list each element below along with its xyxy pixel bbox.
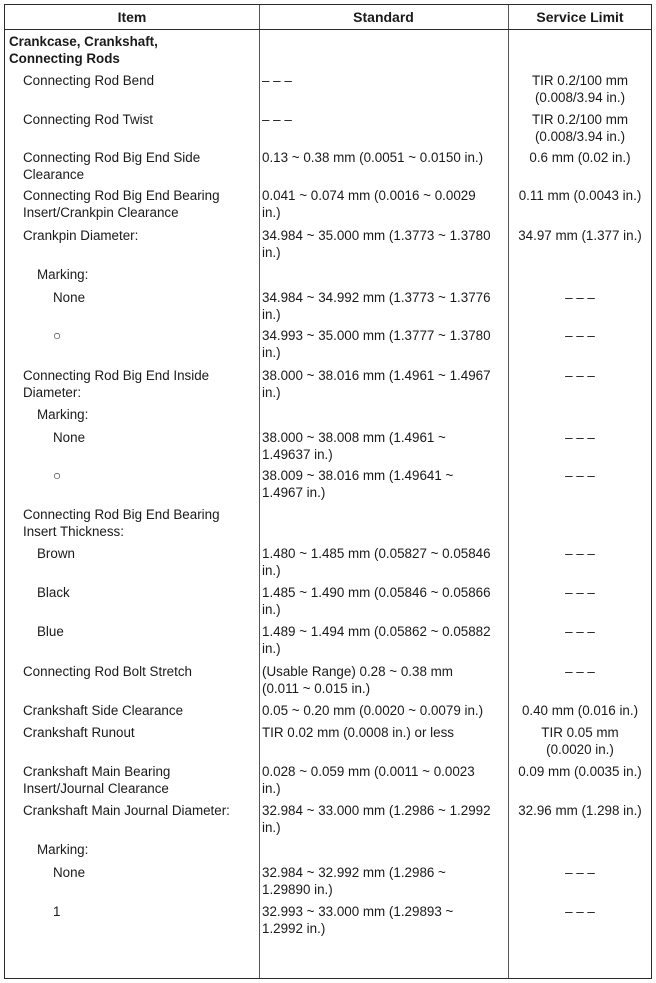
service-limit-cell-line: (0.0020 in.) (546, 742, 614, 757)
service-limit-cell-line: (0.008/3.94 in.) (534, 129, 626, 144)
item-cell (5, 72, 273, 89)
standard-cell-line: 38.000 ~ 38.016 mm (1.4961 ~ 1.4967 (262, 368, 491, 383)
standard-cell-line: in.) (262, 307, 281, 322)
standard-cell-line: TIR 0.02 mm (0.0008 in.) or less (262, 725, 455, 740)
item-cell-line: None (53, 865, 86, 880)
standard-cell-line: in.) (262, 781, 281, 796)
item-cell (5, 506, 273, 540)
service-limit-cell (510, 367, 650, 384)
standard-cell-line: 1.2992 in.) (262, 921, 326, 936)
standard-cell-line: 32.984 ~ 33.000 mm (1.2986 ~ 1.2992 (262, 803, 491, 818)
standard-cell (262, 903, 506, 937)
service-limit-cell-line: – – – (565, 624, 595, 639)
item-cell-line: 1 (53, 904, 61, 919)
item-cell-line: Connecting Rod Bend (23, 73, 155, 88)
standard-cell-line: in.) (262, 345, 281, 360)
item-cell (5, 702, 273, 719)
standard-cell-line: (Usable Range) 0.28 ~ 0.38 mm (262, 664, 453, 679)
item-cell (5, 327, 303, 344)
item-cell (5, 429, 303, 446)
item-cell-line: Marking: (37, 267, 89, 282)
item-cell (5, 802, 273, 819)
standard-cell (262, 327, 506, 361)
header-rule (5, 29, 651, 30)
item-cell (5, 763, 273, 797)
item-cell-line: Connecting Rod Big End Bearing (23, 507, 220, 522)
column-divider (508, 5, 509, 978)
item-cell (5, 266, 287, 283)
service-limit-cell (510, 227, 650, 244)
service-limit-cell (510, 149, 650, 166)
standard-cell-line: 1.4967 in.) (262, 485, 326, 500)
standard-cell-line: 38.009 ~ 38.016 mm (1.49641 ~ (262, 468, 454, 483)
standard-cell-line: 1.49637 in.) (262, 447, 333, 462)
standard-cell-line: – – – (262, 73, 292, 88)
service-limit-cell-line: TIR 0.05 mm (541, 725, 619, 740)
item-cell-line: Insert/Crankpin Clearance (23, 205, 179, 220)
item-cell-line: Connecting Rod Bolt Stretch (23, 664, 192, 679)
service-limit-cell (510, 545, 650, 562)
item-cell (5, 149, 273, 183)
standard-cell (262, 623, 506, 657)
header-standard: Standard (353, 9, 414, 25)
item-cell-line: Crankshaft Main Bearing (23, 764, 171, 779)
standard-cell-line: 1.485 ~ 1.490 mm (0.05846 ~ 0.05866 (262, 585, 491, 600)
service-limit-cell (510, 802, 650, 819)
service-limit-cell-line: – – – (565, 546, 595, 561)
service-limit-cell-line: – – – (565, 904, 595, 919)
service-limit-cell-line: 0.11 mm (0.0043 in.) (518, 188, 642, 203)
item-cell-line: Marking: (37, 407, 89, 422)
service-limit-cell (510, 702, 650, 719)
item-cell (5, 663, 273, 680)
standard-cell-line: 34.984 ~ 34.992 mm (1.3773 ~ 1.3776 (262, 290, 491, 305)
item-cell-line: Crankshaft Runout (23, 725, 135, 740)
standard-cell-line: 32.984 ~ 32.992 mm (1.2986 ~ (262, 865, 446, 880)
item-cell (5, 467, 303, 484)
service-limit-cell (510, 763, 650, 780)
service-limit-cell-line: 0.40 mm (0.016 in.) (521, 703, 639, 718)
standard-cell (262, 72, 506, 89)
standard-cell-line: 34.993 ~ 35.000 mm (1.3777 ~ 1.3780 (262, 328, 491, 343)
service-limit-cell-line: – – – (565, 664, 595, 679)
item-cell (5, 864, 303, 881)
standard-cell (262, 227, 506, 261)
header-service-limit: Service Limit (536, 9, 624, 25)
item-cell (5, 724, 273, 741)
item-cell-line: Connecting Rod Big End Side (23, 150, 201, 165)
standard-cell (262, 663, 506, 697)
service-limit-cell-line: (0.008/3.94 in.) (534, 90, 626, 105)
section-title-line-2: Connecting Rods (9, 51, 120, 66)
standard-cell-line: – – – (262, 112, 292, 127)
standard-cell-line: in.) (262, 385, 281, 400)
service-limit-cell-line: – – – (565, 865, 595, 880)
service-limit-cell (510, 467, 650, 484)
item-cell-line: Crankpin Diameter: (23, 228, 139, 243)
standard-cell (262, 429, 506, 463)
standard-cell (262, 864, 506, 898)
item-cell-line: Crankshaft Side Clearance (23, 703, 184, 718)
item-cell-line: Marking: (37, 842, 89, 857)
standard-cell-line: 34.984 ~ 35.000 mm (1.3773 ~ 1.3780 (262, 228, 491, 243)
item-cell (5, 545, 287, 562)
item-cell-line: Blue (37, 624, 64, 639)
standard-cell-line: 0.05 ~ 0.20 mm (0.0020 ~ 0.0079 in.) (262, 703, 484, 718)
service-limit-cell (510, 327, 650, 344)
standard-cell (262, 187, 506, 221)
service-limit-cell (510, 663, 650, 680)
standard-cell (262, 724, 506, 741)
item-cell (5, 227, 273, 244)
standard-cell-line: 0.041 ~ 0.074 mm (0.0016 ~ 0.0029 (262, 188, 476, 203)
item-cell (5, 406, 287, 423)
standard-cell-line: in.) (262, 245, 281, 260)
service-limit-cell-line: 0.6 mm (0.02 in.) (529, 150, 631, 165)
item-cell (5, 841, 287, 858)
service-limit-cell-line: 32.96 mm (1.298 in.) (518, 803, 642, 818)
service-limit-cell-line: – – – (565, 468, 595, 483)
item-cell-line: Connecting Rod Big End Inside (23, 368, 210, 383)
item-cell-line: Insert Thickness: (23, 524, 124, 539)
item-cell-line: None (53, 430, 86, 445)
service-limit-cell (510, 429, 650, 446)
service-limit-cell-line: – – – (565, 430, 595, 445)
standard-cell (262, 545, 506, 579)
standard-cell (262, 802, 506, 836)
item-cell (5, 289, 303, 306)
service-limit-cell-line: 0.09 mm (0.0035 in.) (518, 764, 642, 779)
standard-cell-line: in.) (262, 563, 281, 578)
service-limit-cell-line: – – – (565, 368, 595, 383)
service-limit-cell (510, 289, 650, 306)
item-cell-line: Crankshaft Main Journal Diameter: (23, 803, 230, 818)
service-limit-cell (510, 864, 650, 881)
standard-cell-line: in.) (262, 602, 281, 617)
item-cell (5, 367, 273, 401)
standard-cell-line: 1.489 ~ 1.494 mm (0.05862 ~ 0.05882 (262, 624, 491, 639)
service-limit-cell (510, 903, 650, 920)
item-cell-line: Diameter: (23, 385, 82, 400)
service-limit-cell-line: – – – (565, 290, 595, 305)
service-limit-cell-line: – – – (565, 585, 595, 600)
item-cell-line: Clearance (23, 167, 85, 182)
service-limit-cell-line: – – – (565, 328, 595, 343)
standard-cell (262, 584, 506, 618)
item-cell (5, 903, 303, 920)
item-cell (5, 111, 273, 128)
item-cell (5, 623, 287, 640)
standard-cell-line: (0.011 ~ 0.015 in.) (262, 681, 371, 696)
item-cell (5, 584, 287, 601)
section-title-line-1: Crankcase, Crankshaft, (9, 34, 158, 49)
service-limit-cell (510, 584, 650, 601)
item-cell-line: ○ (53, 328, 62, 343)
standard-cell-line: 1.29890 in.) (262, 882, 333, 897)
item-cell (5, 187, 273, 221)
item-cell-line: Black (37, 585, 70, 600)
item-cell-line: ○ (53, 468, 62, 483)
standard-cell-line: in.) (262, 641, 281, 656)
standard-cell-line: in.) (262, 820, 281, 835)
standard-cell (262, 763, 506, 797)
standard-cell-line: 32.993 ~ 33.000 mm (1.29893 ~ (262, 904, 454, 919)
standard-cell (262, 149, 506, 166)
standard-cell (262, 367, 506, 401)
header-item: Item (117, 9, 147, 25)
service-limit-cell-line: TIR 0.2/100 mm (532, 112, 628, 127)
service-limit-cell (510, 187, 650, 204)
service-limit-cell-line: TIR 0.2/100 mm (532, 73, 628, 88)
service-limit-cell (510, 724, 650, 758)
standard-cell (262, 289, 506, 323)
standard-cell-line: 38.000 ~ 38.008 mm (1.4961 ~ (262, 430, 446, 445)
service-limit-cell-line: 34.97 mm (1.377 in.) (518, 228, 642, 243)
standard-cell (262, 111, 506, 128)
item-cell-line: Connecting Rod Big End Bearing (23, 188, 220, 203)
service-limit-cell (510, 72, 650, 106)
spec-table (4, 4, 652, 979)
standard-cell-line: 0.028 ~ 0.059 mm (0.0011 ~ 0.0023 (262, 764, 475, 779)
standard-cell-line: 1.480 ~ 1.485 mm (0.05827 ~ 0.05846 (262, 546, 491, 561)
item-cell-line: Connecting Rod Twist (23, 112, 154, 127)
item-cell-line: Brown (37, 546, 75, 561)
standard-cell (262, 702, 506, 719)
standard-cell-line: 0.13 ~ 0.38 mm (0.0051 ~ 0.0150 in.) (262, 150, 484, 165)
item-cell-line: Insert/Journal Clearance (23, 781, 169, 796)
standard-cell-line: in.) (262, 205, 281, 220)
standard-cell (262, 467, 506, 501)
item-cell-line: None (53, 290, 86, 305)
service-limit-cell (510, 111, 650, 145)
service-limit-cell (510, 623, 650, 640)
